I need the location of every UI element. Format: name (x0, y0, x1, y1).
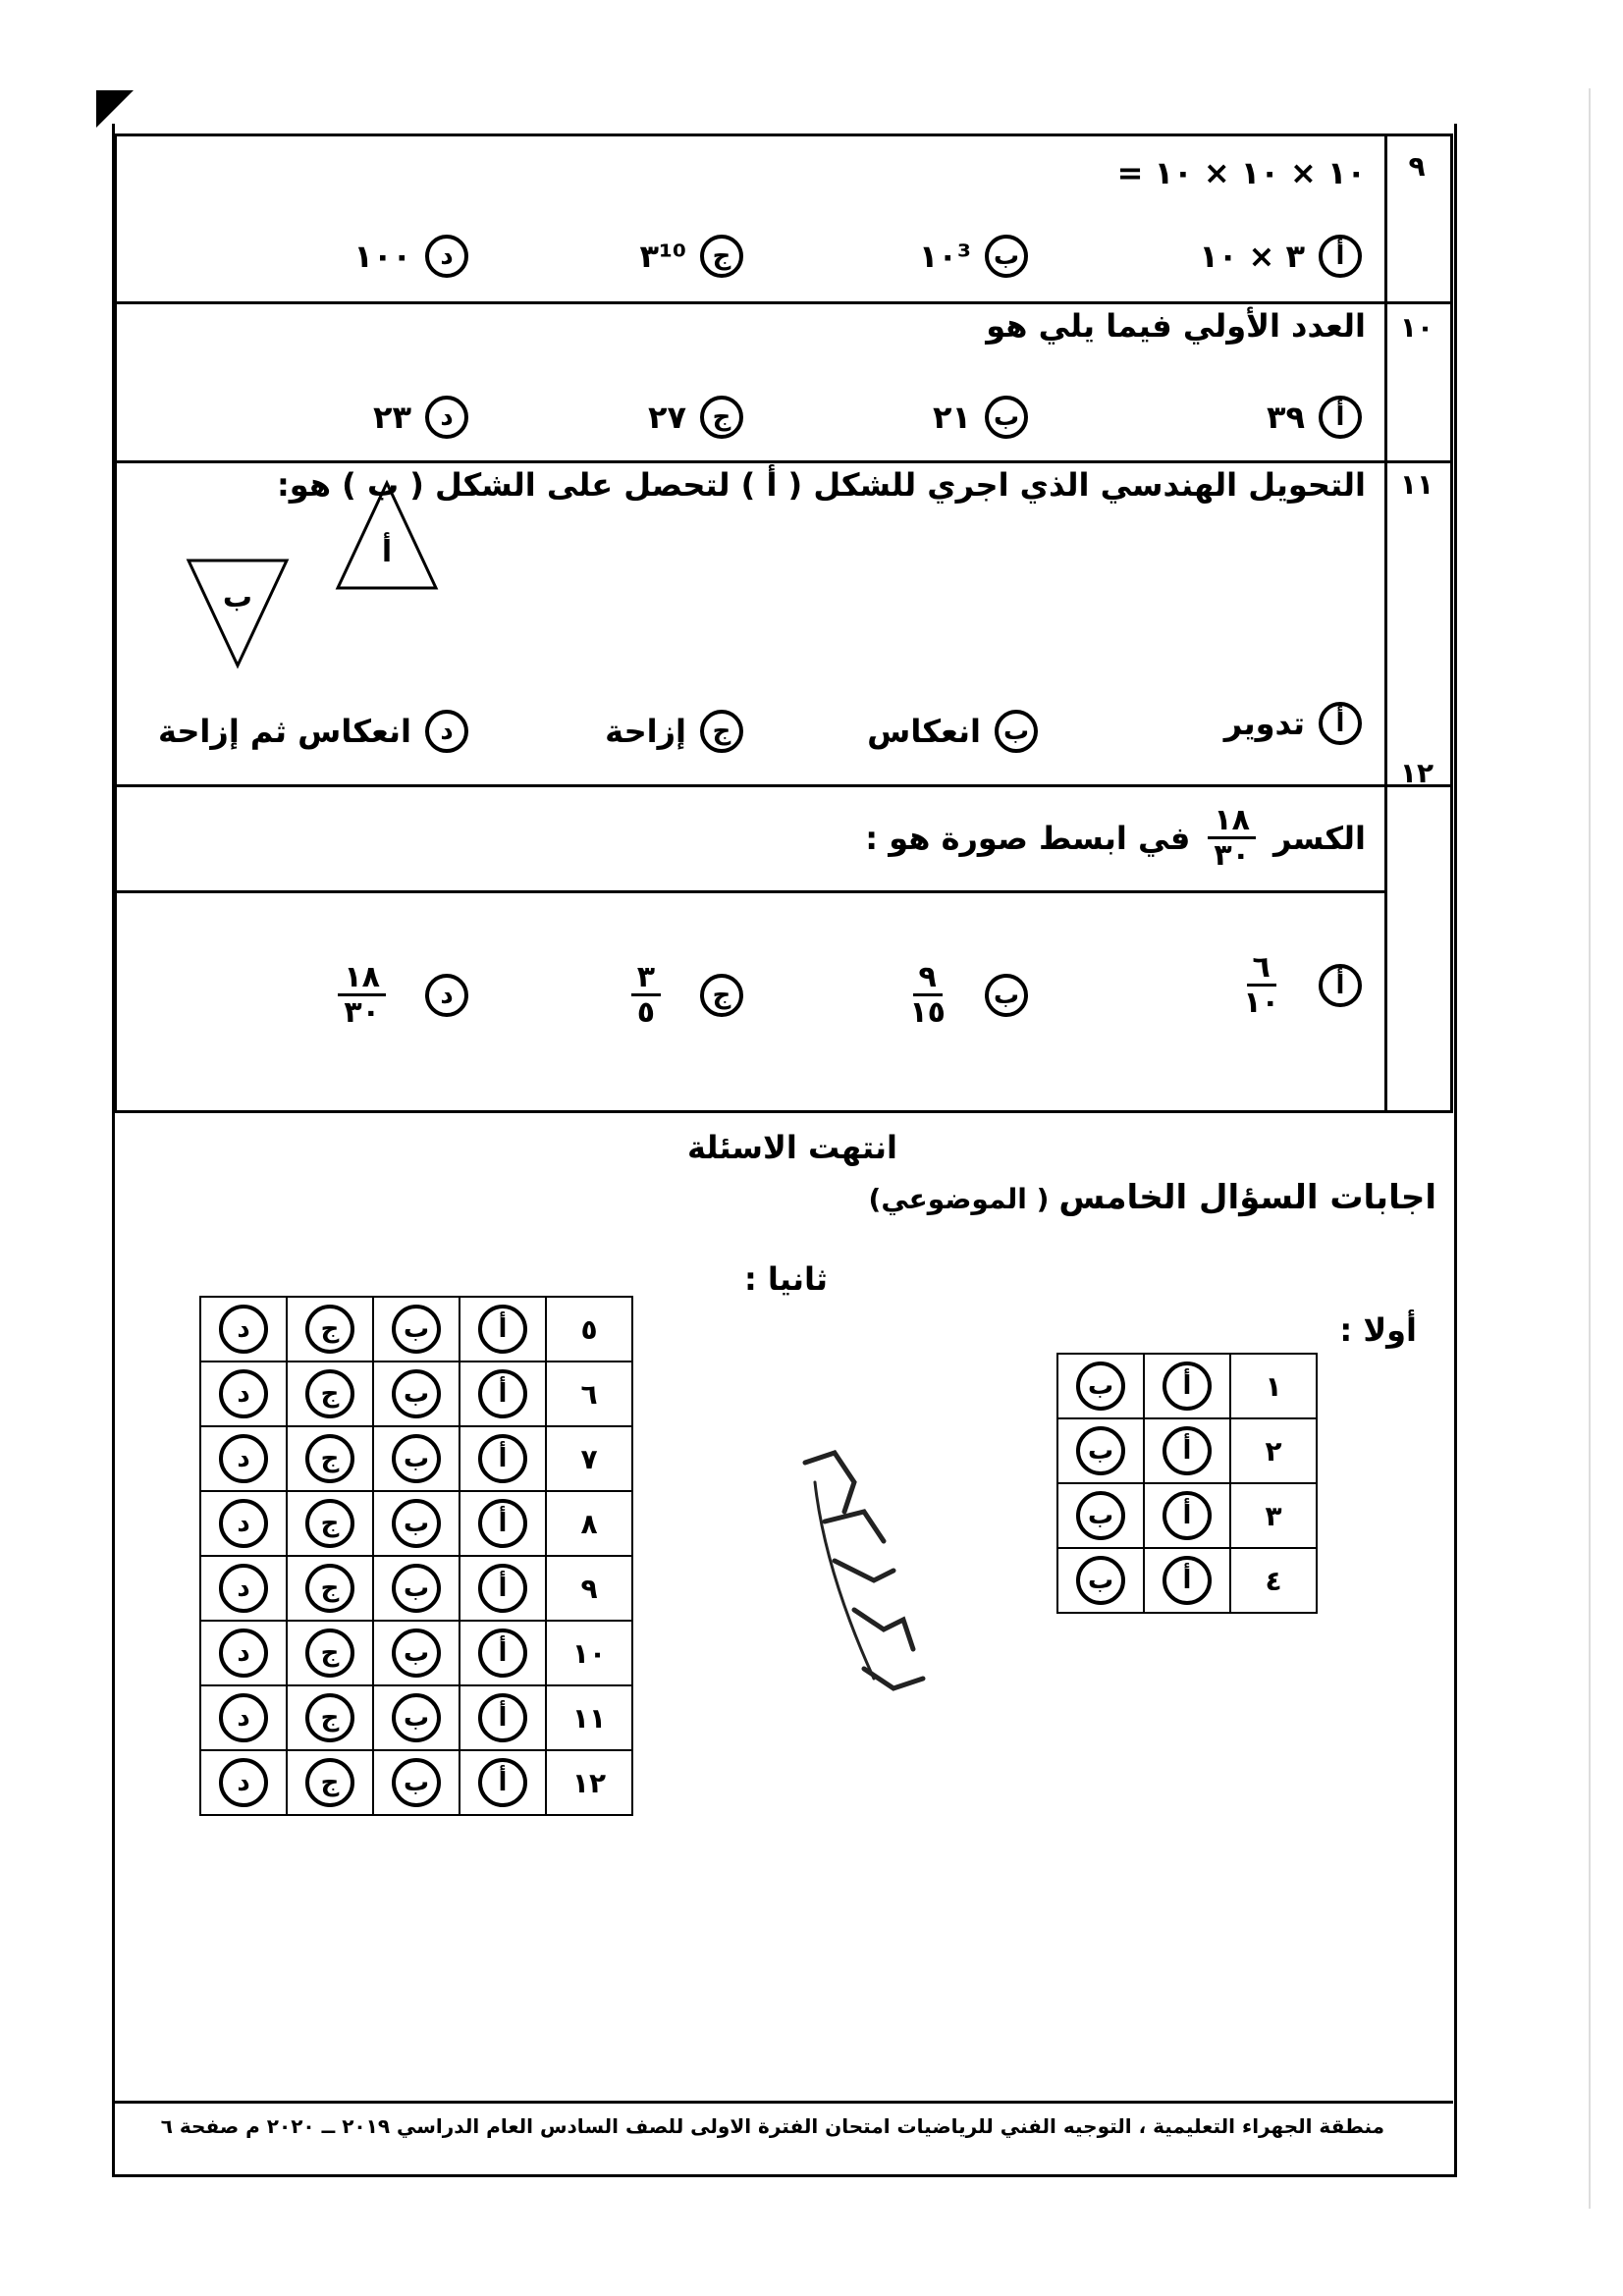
answer-choice-cell[interactable] (200, 1556, 287, 1621)
answer-row-number: ٦ (546, 1362, 632, 1426)
answer-choice-letter: أ (478, 1564, 527, 1613)
option-fraction (909, 961, 946, 1029)
answer-row-number: ١١ (546, 1685, 632, 1750)
answer-choice-letter: أ (478, 1693, 527, 1742)
answer-row-number: ٧ (546, 1426, 632, 1491)
answer-choice-letter: ب (392, 1758, 441, 1807)
answer-choice-cell[interactable] (200, 1685, 287, 1750)
answer-choice-cell[interactable] (287, 1426, 373, 1491)
option-d[interactable] (338, 961, 468, 1029)
option-letter: أ (1319, 702, 1362, 745)
fraction-numerator: ١٨ (338, 961, 386, 996)
answer-choice-letter: د (219, 1369, 268, 1418)
answer-choice-letter: ج (305, 1693, 354, 1742)
option-d[interactable] (353, 235, 468, 278)
shape-a-triangle (333, 478, 441, 596)
answer-choice-letter: أ (478, 1434, 527, 1483)
option-text: ٢٧ (647, 399, 686, 436)
answer-choice-cell[interactable] (287, 1556, 373, 1621)
answer-choice-letter: أ (1163, 1556, 1212, 1605)
number-column-divider (1384, 136, 1387, 1110)
answer-choice-cell[interactable] (1057, 1548, 1144, 1613)
answers-title: اجابات السؤال الخامس (1058, 1178, 1436, 1217)
option-text: ١٠³ (918, 238, 971, 275)
option-letter: أ (1319, 964, 1362, 1007)
first-section-label: أولا : (1339, 1311, 1417, 1349)
fraction-numerator: ٩ (913, 961, 943, 996)
answer-choice-cell[interactable] (460, 1297, 546, 1362)
answer-choice-cell[interactable] (1144, 1354, 1230, 1418)
answer-choice-cell[interactable] (373, 1297, 460, 1362)
stem-text-before: الكسر (1272, 819, 1366, 857)
answer-choice-letter: ب (392, 1693, 441, 1742)
answer-choice-cell[interactable] (287, 1750, 373, 1815)
answer-row (1057, 1418, 1317, 1483)
option-c[interactable] (639, 235, 743, 278)
row-divider (117, 890, 1387, 893)
answer-choice-letter: ب (392, 1434, 441, 1483)
answer-choice-letter: ب (392, 1629, 441, 1678)
option-text: ٢١ (932, 399, 971, 436)
answer-choice-letter: د (219, 1629, 268, 1678)
row-divider (117, 301, 1450, 304)
answer-choice-letter: د (219, 1758, 268, 1807)
answer-choice-letter: ج (305, 1629, 354, 1678)
option-text: إزاحة (605, 713, 686, 750)
answer-choice-cell[interactable] (1144, 1548, 1230, 1613)
answer-choice-letter: ب (392, 1305, 441, 1354)
page-edge (1589, 88, 1591, 2209)
answer-choice-letter: أ (1163, 1362, 1212, 1411)
option-text: ٣¹⁰ (639, 238, 686, 275)
answer-row-number: ٩ (546, 1556, 632, 1621)
answer-row (200, 1362, 632, 1426)
answer-choice-letter: أ (1163, 1491, 1212, 1540)
corner-mark (96, 90, 134, 128)
answer-choice-cell[interactable] (200, 1750, 287, 1815)
answer-choice-letter: د (219, 1693, 268, 1742)
answer-choice-letter: ج (305, 1499, 354, 1548)
answer-row-number: ١٢ (546, 1750, 632, 1815)
option-text: ٣ × ١٠ (1199, 238, 1305, 275)
answer-choice-cell[interactable] (287, 1685, 373, 1750)
answer-choice-letter: د (219, 1434, 268, 1483)
answer-choice-cell[interactable] (200, 1621, 287, 1685)
question-number: ١٢ (1399, 757, 1434, 789)
option-fraction (338, 961, 386, 1029)
answer-choice-letter: د (219, 1499, 268, 1548)
answer-row-number: ١ (1230, 1354, 1317, 1418)
answer-choice-letter: أ (478, 1629, 527, 1678)
option-b[interactable] (909, 961, 1028, 1029)
answer-choice-letter: ب (1076, 1362, 1125, 1411)
answer-row-number: ٥ (546, 1297, 632, 1362)
option-letter: أ (1319, 235, 1362, 278)
answer-choice-cell[interactable] (287, 1621, 373, 1685)
question-number: ٩ (1408, 150, 1426, 183)
option-text: ٢٣ (372, 399, 411, 436)
answer-choice-cell[interactable] (460, 1621, 546, 1685)
shape-b-triangle (184, 553, 292, 670)
row-divider (117, 784, 1450, 787)
question-number: ١١ (1399, 468, 1434, 501)
answer-choice-letter: ج (305, 1369, 354, 1418)
option-letter: ب (985, 396, 1028, 439)
answer-choice-cell[interactable] (373, 1426, 460, 1491)
option-letter: ج (700, 396, 743, 439)
question-stem (865, 804, 1366, 872)
shape-b-label: ب (222, 580, 253, 614)
option-c[interactable] (631, 961, 743, 1029)
answer-row-number: ٤ (1230, 1548, 1317, 1613)
fraction-denominator: ٥ (636, 995, 655, 1030)
answer-choice-cell[interactable] (1057, 1483, 1144, 1548)
answer-row (200, 1621, 632, 1685)
option-a[interactable] (1267, 396, 1362, 439)
answer-choice-cell[interactable] (460, 1426, 546, 1491)
answers-grid-second (199, 1296, 633, 1816)
answer-choice-cell[interactable] (1144, 1418, 1230, 1483)
fraction-denominator: ١٠ (1243, 986, 1279, 1020)
answer-choice-cell[interactable] (373, 1362, 460, 1426)
option-a[interactable] (1243, 951, 1362, 1019)
second-section-label: ثانيا : (743, 1260, 828, 1298)
option-letter: د (425, 710, 468, 753)
answers-grid-first (1056, 1353, 1318, 1614)
answer-row (200, 1491, 632, 1556)
answer-choice-cell[interactable] (373, 1685, 460, 1750)
fraction-denominator: ٣٠ (1214, 838, 1250, 873)
answer-choice-letter: ج (305, 1564, 354, 1613)
answer-row (200, 1556, 632, 1621)
option-d[interactable] (373, 396, 468, 439)
answer-row-number: ٨ (546, 1491, 632, 1556)
answer-choice-letter: ب (1076, 1491, 1125, 1540)
answer-choice-cell[interactable] (1057, 1418, 1144, 1483)
fraction-numerator: ١٨ (1208, 804, 1256, 839)
option-letter: د (425, 235, 468, 278)
answer-row (1057, 1548, 1317, 1613)
option-b[interactable] (933, 396, 1028, 439)
answer-choice-cell[interactable] (287, 1362, 373, 1426)
questions-table (114, 133, 1453, 1113)
fraction-denominator: ١٥ (909, 995, 946, 1030)
answer-choice-cell[interactable] (200, 1362, 287, 1426)
answer-choice-cell[interactable] (373, 1491, 460, 1556)
answer-choice-cell[interactable] (287, 1491, 373, 1556)
answer-choice-cell[interactable] (200, 1297, 287, 1362)
option-fraction (1243, 951, 1279, 1019)
end-of-questions: انتهت الاسئلة (687, 1129, 897, 1166)
answer-row (1057, 1483, 1317, 1548)
answer-row (200, 1685, 632, 1750)
answer-choice-letter: أ (478, 1369, 527, 1418)
option-text: تدوير (1223, 705, 1305, 742)
answer-choice-cell[interactable] (1144, 1483, 1230, 1548)
stem-fraction (1208, 804, 1256, 872)
answer-choice-cell[interactable] (460, 1685, 546, 1750)
option-text: انعكاس (867, 713, 981, 750)
option-text: ١٠٠ (353, 238, 411, 275)
answer-choice-letter: ب (392, 1499, 441, 1548)
footer-divider (114, 2101, 1453, 2104)
answer-row-number: ٢ (1230, 1418, 1317, 1483)
answer-choice-cell[interactable] (460, 1362, 546, 1426)
answer-choice-letter: ب (1076, 1556, 1125, 1605)
answers-heading (869, 1178, 1436, 1217)
answer-choice-letter: أ (1163, 1426, 1212, 1475)
option-a[interactable] (1199, 235, 1362, 278)
answer-choice-cell[interactable] (200, 1426, 287, 1491)
page-footer: منطقة الجهراء التعليمية ، التوجيه الفني للرياضيات امتحان الفترة الاولى للصف السادس العام الدراسي ٢٠١٩ ــ ٢٠٢٠ م صفحة ٦ (160, 2114, 1384, 2138)
option-letter: ج (700, 235, 743, 278)
answer-choice-letter: د (219, 1305, 268, 1354)
question-stem: ١٠ × ١٠ × ١٠ = (1116, 154, 1366, 191)
answer-choice-letter: ب (1076, 1426, 1125, 1475)
answer-choice-letter: ب (392, 1369, 441, 1418)
option-d[interactable] (158, 710, 468, 753)
answer-choice-letter: ج (305, 1305, 354, 1354)
option-b[interactable] (919, 235, 1028, 278)
answer-choice-cell[interactable] (460, 1750, 546, 1815)
answer-row (200, 1297, 632, 1362)
question-stem: التحويل الهندسي الذي اجري للشكل ( أ ) لتحصل على الشكل ( ب ) هو: (276, 466, 1366, 504)
option-c[interactable] (648, 396, 743, 439)
answer-choice-letter: أ (478, 1305, 527, 1354)
option-letter: ب (985, 974, 1028, 1017)
question-stem: العدد الأولي فيما يلي هو (986, 307, 1366, 345)
answer-choice-letter: أ (478, 1758, 527, 1807)
option-b[interactable] (867, 710, 1038, 753)
fraction-numerator: ٦ (1247, 951, 1276, 987)
shape-a-label: أ (381, 535, 393, 569)
option-letter: ب (995, 710, 1038, 753)
answer-choice-letter: ج (305, 1758, 354, 1807)
answer-choice-letter: ب (392, 1564, 441, 1613)
option-a[interactable] (1224, 702, 1362, 745)
option-text: ٣٩ (1266, 399, 1305, 436)
stem-text-after: في ابسط صورة هو : (865, 819, 1191, 857)
answer-choice-letter: ج (305, 1434, 354, 1483)
option-c[interactable] (605, 710, 743, 753)
answers-subtitle: ( الموضوعي) (868, 1183, 1050, 1215)
fraction-numerator: ٣ (631, 961, 661, 996)
fraction-denominator: ٣٠ (344, 995, 380, 1030)
question-number: ١٠ (1399, 311, 1434, 344)
row-divider (117, 460, 1450, 463)
answer-row (200, 1426, 632, 1491)
option-fraction (631, 961, 661, 1029)
answer-choice-cell[interactable] (373, 1556, 460, 1621)
option-letter: ج (700, 710, 743, 753)
answer-choice-cell[interactable] (373, 1750, 460, 1815)
answer-choice-cell[interactable] (373, 1621, 460, 1685)
answer-choice-letter: د (219, 1564, 268, 1613)
option-letter: ب (985, 235, 1028, 278)
answer-row-number: ١٠ (546, 1621, 632, 1685)
answer-choice-cell[interactable] (460, 1556, 546, 1621)
option-letter: د (425, 974, 468, 1017)
answer-choice-cell[interactable] (460, 1491, 546, 1556)
answer-row (1057, 1354, 1317, 1418)
option-letter: د (425, 396, 468, 439)
answer-choice-cell[interactable] (287, 1297, 373, 1362)
answer-row (200, 1750, 632, 1815)
answer-choice-cell[interactable] (1057, 1354, 1144, 1418)
answer-choice-letter: أ (478, 1499, 527, 1548)
answer-choice-cell[interactable] (200, 1491, 287, 1556)
option-letter: أ (1319, 396, 1362, 439)
stamp-mark (766, 1423, 962, 1718)
option-text: انعكاس ثم إزاحة (157, 713, 411, 750)
option-letter: ج (700, 974, 743, 1017)
answer-row-number: ٣ (1230, 1483, 1317, 1548)
